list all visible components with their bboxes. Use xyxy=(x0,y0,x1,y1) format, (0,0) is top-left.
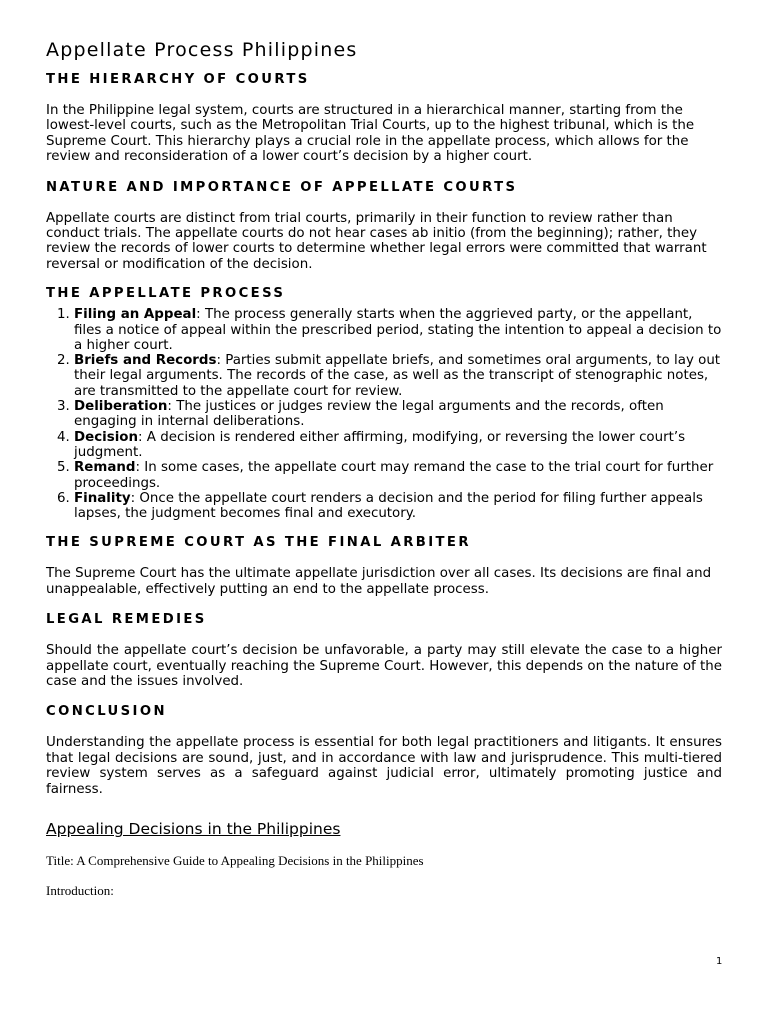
step-term: Briefs and Records xyxy=(74,353,217,369)
step-text: : A decision is rendered either affirming, modifying, or reversing the lower court’s judgment. xyxy=(74,429,686,460)
page-number: 1 xyxy=(716,956,723,967)
heading-hierarchy-of-courts: THE HIERARCHY OF COURTS xyxy=(46,72,310,87)
step-briefs-and-records xyxy=(74,353,722,399)
introduction-label: Introduction: xyxy=(46,883,114,899)
paragraph-nature-of-appellate-courts: Appellate courts are distinct from trial courts, primarily in their function to review rather than conduct trials. The appellate courts do not hear cases ab initio (from the beginning); rather, they review the records of lower courts to determine whether legal errors were committed that warrant reversal or modification of the decision. xyxy=(46,210,707,272)
step-text: : Parties submit appellate briefs, and sometimes oral arguments, to lay out their legal arguments. The records of the case, as well as the transcript of stenographic notes, are transmitted to the appellate court for review. xyxy=(74,353,721,399)
step-text: : Once the appellate court renders a decision and the period for filing further appeals lapses, the judgment becomes final and executory. xyxy=(74,490,703,522)
document-page xyxy=(46,38,722,913)
step-term: Decision xyxy=(74,429,139,445)
document-title: Appellate Process Philippines xyxy=(46,39,358,61)
step-finality xyxy=(74,491,722,522)
step-text: : The justices or judges review the legal arguments and the records, often engaging in internal deliberations. xyxy=(74,399,664,430)
paragraph-legal-remedies: Should the appellate court’s decision be unfavorable, a party may still elevate the case to a higher appellate court, eventually reaching the Supreme Court. However, this depends on the nature of the case and the issues involved. xyxy=(46,643,722,690)
step-term: Remand xyxy=(74,460,136,476)
step-filing-an-appeal xyxy=(74,307,722,353)
appellate-process-steps xyxy=(46,307,722,521)
step-deliberation xyxy=(74,399,722,430)
step-term: Filing an Appeal xyxy=(74,307,197,323)
paragraph-conclusion: Understanding the appellate process is essential for both legal practitioners and litigants. It ensures that legal decisions are sound, just, and in accordance with law and jurisprudence. This multi-tiered review system serves as a safeguard against judicial error, ultimately promoting justice and fairness. xyxy=(46,735,722,797)
heading-conclusion: CONCLUSION xyxy=(46,704,167,720)
heading-legal-remedies: LEGAL REMEDIES xyxy=(46,612,207,628)
heading-appellate-process: THE APPELLATE PROCESS xyxy=(46,286,286,302)
heading-supreme-court: THE SUPREME COURT AS THE FINAL ARBITER xyxy=(46,535,471,551)
paragraph-hierarchy-of-courts: In the Philippine legal system, courts are structured in a hierarchical manner, starting from the lowest-level courts, such as the Metropolitan Trial Courts, up to the highest tribunal, which is the Supreme Court. This hierarchy plays a crucial role in the appellate process, which allows for the review and reconsideration of a lower court’s decision by a higher court. xyxy=(46,103,695,165)
step-decision xyxy=(74,430,722,461)
step-term: Finality xyxy=(74,490,131,506)
heading-nature-of-appellate-courts: NATURE AND IMPORTANCE OF APPELLATE COURTS xyxy=(46,179,518,195)
step-text: : In some cases, the appellate court may remand the case to the trial court for further proceedings. xyxy=(74,460,714,491)
step-text: : The process generally starts when the aggrieved party, or the appellant, files a notice of appeal within the prescribed period, stating the intention to appeal a decision to a higher court. xyxy=(74,307,722,353)
step-term: Deliberation xyxy=(74,399,168,415)
paragraph-supreme-court: The Supreme Court has the ultimate appellate jurisdiction over all cases. Its decisions are final and unappealable, effectively putting an end to the appellate process. xyxy=(46,566,712,597)
guide-title: Title: A Comprehensive Guide to Appealing Decisions in the Philippines xyxy=(46,853,424,869)
subtitle-appealing-decisions: Appealing Decisions in the Philippines xyxy=(46,820,341,839)
step-remand xyxy=(74,460,722,491)
